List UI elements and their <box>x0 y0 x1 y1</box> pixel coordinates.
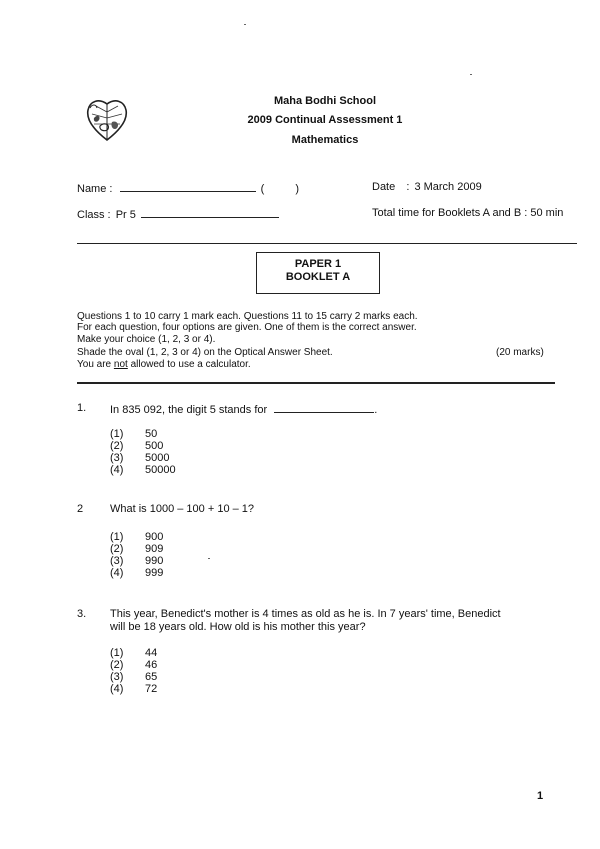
question-1-text <box>110 402 377 416</box>
school-name: Maha Bodhi School <box>273 95 377 107</box>
subject-title: Mathematics <box>291 134 359 146</box>
question-1-blank <box>274 402 374 413</box>
marks-total: (20 marks) <box>496 347 544 358</box>
instructions-divider <box>77 382 555 384</box>
date-value: 3 March 2009 <box>414 181 482 193</box>
class-value: Pr 5 <box>115 209 136 221</box>
question-3-number: 3. <box>77 608 87 620</box>
scan-speck <box>470 74 472 75</box>
date-label: Date <box>372 181 396 193</box>
class-label: Class : <box>77 209 111 221</box>
calculator-post: allowed to use a calculator. <box>130 359 251 370</box>
scan-speck <box>244 24 246 25</box>
assessment-title: 2009 Continual Assessment 1 <box>247 114 403 126</box>
question-1-number: 1. <box>77 402 87 414</box>
class-blank <box>141 207 279 218</box>
question-2-text: What is 1000 – 100 + 10 – 1? <box>110 503 255 515</box>
instruction-line-3: Make your choice (1, 2, 3 or 4). <box>77 334 216 345</box>
question-3-text-line-2: will be 18 years old. How old is his mother this year? <box>110 621 366 633</box>
instruction-line-5 <box>77 359 251 370</box>
date-row <box>372 181 482 193</box>
page-number: 1 <box>537 790 544 802</box>
scan-speck <box>208 558 210 559</box>
question-1-end: . <box>374 404 378 416</box>
question-3-text-line-1: This year, Benedict's mother is 4 times as old as he is. In 7 years' time, Benedict <box>110 608 501 620</box>
question-1-prompt: In 835 092, the digit 5 stands for <box>110 404 268 416</box>
name-row <box>77 181 299 195</box>
booklet-label: BOOKLET A <box>285 271 351 283</box>
total-time: Total time for Booklets A and B : 50 min <box>372 207 564 219</box>
calculator-not: not <box>113 359 128 370</box>
calculator-pre: You are <box>77 359 112 370</box>
instruction-line-4: Shade the oval (1, 2, 3 or 4) on the Optical Answer Sheet. <box>77 347 333 358</box>
instruction-line-2: For each question, four options are given. One of them is the correct answer. <box>77 322 417 333</box>
name-blank <box>120 181 256 192</box>
paper-booklet-box <box>256 252 380 294</box>
index-paren-close: ) <box>295 183 299 195</box>
date-separator: : <box>406 181 410 193</box>
question-2-number: 2 <box>77 503 84 515</box>
instruction-line-1: Questions 1 to 10 carry 1 mark each. Questions 11 to 15 carry 2 marks each. <box>77 311 418 322</box>
paper-label: PAPER 1 <box>294 258 342 270</box>
class-row <box>77 207 279 221</box>
name-label: Name : <box>77 183 113 195</box>
top-divider <box>77 243 577 244</box>
index-paren-open: ( <box>260 183 265 195</box>
